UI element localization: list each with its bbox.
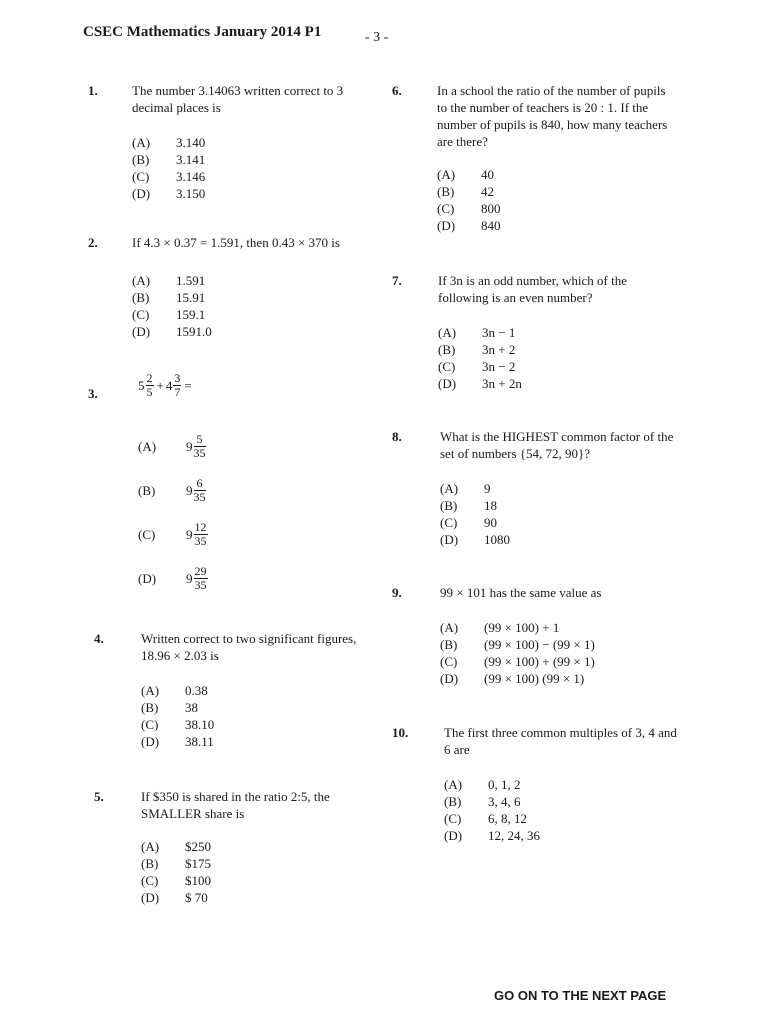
option-a[interactable]: (A) 9 $\frac{5}{35}$ [138, 431, 206, 460]
option-b[interactable] [141, 855, 211, 872]
option-c[interactable] [440, 514, 510, 531]
option-b[interactable] [440, 636, 595, 653]
options [132, 272, 212, 340]
option-value: 1080 [484, 532, 510, 547]
question-text: In a school the ratio of the number of pupils to the number of teachers is 20 : 1. If the number of pupils is 840, how many teachers are there? [437, 83, 668, 149]
question-text: If 4.3 × 0.37 = 1.591, then 0.43 × 370 is [132, 235, 340, 250]
option-value: 3n + 2 [482, 342, 516, 357]
question-number: 9. [392, 585, 402, 600]
option-value: $ 70 [185, 890, 208, 905]
question-text: If 3n is an odd number, which of the following is an even number? [438, 273, 628, 305]
option-label: (D) [132, 186, 151, 201]
question-text: The first three common multiples of 3, 4 and 6 are [444, 725, 677, 757]
option-value: 38.11 [185, 734, 214, 749]
option-label: (B) [440, 637, 458, 652]
question-number: 5. [94, 789, 104, 804]
option-c[interactable] [444, 810, 540, 827]
option-label: (B) [141, 700, 159, 715]
option-label: (C) [141, 873, 159, 888]
question-expression: 5 $\frac{2}{5}$ + 4 $\frac{3}{7}$ = [138, 371, 192, 399]
option-c[interactable]: (C) 9 $\frac{12}{35}$ [138, 519, 207, 548]
option-value: 3, 4, 6 [488, 794, 521, 809]
option-value: 38 [185, 700, 198, 715]
option-label: (A) [132, 273, 151, 288]
option-label: (D) [132, 324, 151, 339]
option-label: (C) [440, 654, 458, 669]
option-c[interactable] [141, 716, 214, 733]
option-d[interactable] [141, 733, 214, 750]
option-d[interactable] [141, 889, 211, 906]
option-value: 3.146 [176, 169, 206, 184]
option-label: (A) [440, 481, 459, 496]
paper-title: CSEC Mathematics January 2014 P1 [83, 24, 322, 40]
option-value: 840 [481, 218, 501, 233]
option-label: (D) [438, 376, 457, 391]
option-label: (B) [444, 794, 462, 809]
option-label: (C) [132, 169, 150, 184]
option-value: 1.591 [176, 273, 206, 288]
option-value: $175 [185, 856, 211, 871]
options [444, 776, 540, 844]
option-b[interactable] [132, 151, 205, 168]
option-label: (B) [437, 184, 455, 199]
option-label: (A) [132, 135, 151, 150]
option-label: (D) [437, 218, 456, 233]
option-value: 9 [484, 481, 491, 496]
option-value: $250 [185, 839, 211, 854]
question-text: If $350 is shared in the ratio 2:5, the SMALLER share is [141, 789, 330, 821]
options [138, 424, 209, 600]
option-label: (C) [444, 811, 462, 826]
options [437, 166, 501, 234]
option-value: 3n − 1 [482, 325, 516, 340]
option-value: 12, 24, 36 [488, 828, 540, 843]
option-label: (C) [440, 515, 458, 530]
option-b[interactable]: (B) 9 $\frac{6}{35}$ [138, 475, 206, 504]
options [438, 324, 522, 392]
option-a[interactable] [141, 838, 211, 855]
option-value: 1591.0 [176, 324, 212, 339]
option-label: (D) [440, 532, 459, 547]
option-label: (A) [440, 620, 459, 635]
option-value: 18 [484, 498, 497, 513]
option-value: (99 × 100) + (99 × 1) [484, 654, 595, 669]
option-a[interactable] [141, 682, 214, 699]
option-label: (B) [132, 290, 150, 305]
option-label: (A) [141, 683, 160, 698]
options [440, 480, 510, 548]
question-text: What is the HIGHEST common factor of the set of numbers {54, 72, 90}? [440, 429, 674, 461]
option-label: (C) [132, 307, 150, 322]
option-value: (99 × 100) (99 × 1) [484, 671, 585, 686]
option-value: 3.140 [176, 135, 206, 150]
option-c[interactable] [132, 306, 212, 323]
option-label: (D) [141, 890, 160, 905]
fraction: $\frac{3}{7}$ [174, 371, 181, 399]
question-text: The number 3.14063 written correct to 3 decimal places is [132, 83, 344, 115]
option-value: 38.10 [185, 717, 215, 732]
option-b[interactable] [132, 289, 212, 306]
option-a[interactable] [438, 324, 522, 341]
question-number: 6. [392, 83, 402, 98]
option-label: (C) [141, 717, 159, 732]
option-b[interactable] [141, 699, 214, 716]
option-label: (B) [132, 152, 150, 167]
option-d[interactable] [444, 827, 540, 844]
option-b[interactable] [438, 341, 522, 358]
question-number: 1. [88, 83, 98, 98]
option-b[interactable] [440, 497, 510, 514]
mixed-whole: 5 [138, 378, 145, 393]
mixed-whole: 4 [165, 378, 173, 393]
question-number: 10. [392, 725, 409, 740]
option-label: (B) [141, 856, 159, 871]
option-value: 800 [481, 201, 501, 216]
options [141, 682, 214, 750]
option-value: 6, 8, 12 [488, 811, 527, 826]
question-text: Written correct to two significant figures, 18.96 × 2.03 is [141, 631, 357, 663]
option-d[interactable]: (D) 9 $\frac{29}{35}$ [138, 563, 207, 592]
option-a[interactable] [437, 166, 501, 183]
option-value: 3n + 2n [482, 376, 522, 391]
option-label: (B) [438, 342, 456, 357]
page-number: - 3 - [365, 30, 389, 45]
option-value: 3n − 2 [482, 359, 516, 374]
option-label: (A) [438, 325, 457, 340]
option-value: $100 [185, 873, 211, 888]
option-label: (D) [440, 671, 459, 686]
option-label: (C) [438, 359, 456, 374]
option-d[interactable] [438, 375, 522, 392]
option-c[interactable] [141, 872, 211, 889]
options [440, 619, 595, 687]
option-d[interactable] [437, 217, 501, 234]
option-value: 90 [484, 515, 497, 530]
option-label: (A) [444, 777, 463, 792]
option-label: (A) [141, 839, 160, 854]
option-a[interactable] [132, 134, 205, 151]
option-label: (C) [437, 201, 455, 216]
option-label: (D) [141, 734, 160, 749]
question-number: 7. [392, 273, 402, 288]
option-d[interactable] [440, 670, 595, 687]
option-label: (B) [440, 498, 458, 513]
fraction: $\frac{2}{5}$ [146, 371, 153, 399]
option-value: (99 × 100) + 1 [484, 620, 560, 635]
question-text: 99 × 101 has the same value as [440, 585, 602, 600]
option-label: (A) [437, 167, 456, 182]
option-b[interactable] [444, 793, 540, 810]
option-value: 3.150 [176, 186, 206, 201]
question-number: 2. [88, 235, 98, 250]
option-d[interactable] [440, 531, 510, 548]
option-b[interactable] [437, 183, 501, 200]
option-c[interactable] [440, 653, 595, 670]
option-a[interactable] [132, 272, 212, 289]
option-d[interactable] [132, 185, 205, 202]
options [132, 134, 205, 202]
option-value: (99 × 100) − (99 × 1) [484, 637, 595, 652]
option-value: 0, 1, 2 [488, 777, 521, 792]
option-value: 15.91 [176, 290, 206, 305]
option-c[interactable] [132, 168, 205, 185]
option-c[interactable] [437, 200, 501, 217]
option-label: (D) [444, 828, 463, 843]
option-value: 42 [481, 184, 494, 199]
option-c[interactable] [438, 358, 522, 375]
question-number: 3. [88, 386, 98, 401]
option-a[interactable] [444, 776, 540, 793]
option-value: 0.38 [185, 683, 208, 698]
option-value: 3.141 [176, 152, 206, 167]
option-a[interactable] [440, 619, 595, 636]
question-number: 8. [392, 429, 402, 444]
option-a[interactable] [440, 480, 510, 497]
question-number: 4. [94, 631, 104, 646]
options [141, 838, 211, 906]
option-value: 159.1 [176, 307, 206, 322]
next-page-note: GO ON TO THE NEXT PAGE [494, 988, 667, 1003]
option-d[interactable] [132, 323, 212, 340]
option-value: 40 [481, 167, 494, 182]
